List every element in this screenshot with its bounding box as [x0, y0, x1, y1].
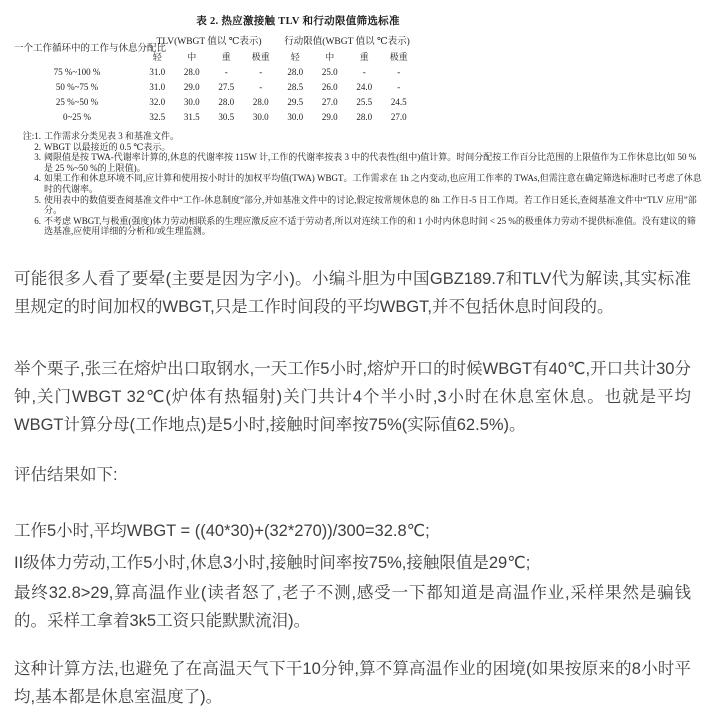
table-row	[14, 94, 416, 109]
value-cell: 30.0	[287, 111, 304, 122]
note-number: 5.	[34, 194, 41, 205]
value-cell: 30.5	[218, 111, 235, 122]
tlv-col-light: 轻	[152, 51, 162, 62]
value-cell: 27.0	[321, 96, 338, 107]
table-note	[14, 131, 704, 142]
tlv-col-very-heavy: 极重	[251, 51, 270, 62]
table-row-header: 一个工作循环中的工作与休息分配比	[14, 44, 167, 54]
table-note	[14, 142, 704, 153]
value-cell: 28.0	[356, 111, 373, 122]
note-text: 阈限值是按 TWA-代谢率计算的,休息的代谢率按 115W 计,工作的代谢率按表 3 中的代表性(组中)值计算。时间分配按工作百分比范围的上限值作为工作休息比(如 50 %是 25 %~50 %的上限值)。	[44, 152, 697, 173]
article-paragraph: 这种计算方法,也避免了在高温天气下干10分钟,算不算高温作业的困境(如果按原来的8小时平均,基本都是休息室温度了)。	[14, 659, 691, 706]
action-col-heavy: 重	[359, 51, 369, 62]
article-body	[0, 237, 705, 708]
table-row	[14, 64, 416, 79]
value-cell: 29.5	[287, 96, 304, 107]
value-cell: -	[362, 66, 366, 77]
value-cell: 27.5	[218, 81, 235, 92]
value-cell: 27.0	[390, 111, 407, 122]
note-text: 如果工作和休息环境不同,应计算和使用按小时计的加权平均值(TWA) WBGT。工作需求在 1h 之内变动,也应用工作率的 TWAs,但需注意在确定筛选标准时已考虑了休息时的代谢率。	[44, 173, 702, 194]
value-cell: 25.0	[321, 66, 338, 77]
note-number: 注:1.	[22, 131, 41, 141]
value-cell: 29.0	[183, 81, 200, 92]
table-notes	[14, 131, 704, 237]
value-cell: 28.5	[287, 81, 304, 92]
value-cell: 32.5	[149, 111, 166, 122]
value-cell: 31.0	[149, 81, 166, 92]
value-cell: 28.0	[218, 96, 235, 107]
table-title: 表 2. 热应激接触 TLV 和行动限值筛选标准	[196, 16, 400, 27]
note-text: 不考虑 WBGT,与极重(强度)体力劳动相联系的生理应激反应不适于劳动者,所以对连续工作的和 1 小时内休息时间 < 25 %的极重体力劳动不提供标准值。没有建议的筛选基准,应使用详细的分析和/或生理监测。	[44, 215, 696, 237]
heat-stress-table	[14, 34, 416, 124]
table-row	[14, 79, 416, 94]
value-cell: 28.0	[252, 96, 269, 107]
note-text: 使用表中的数值要查阅基准文件中“工作-休息制度”部分,并如基准文件中的讨论,假定按常规休息的 8h 工作日-5 日工作周。若工作日延长,查阅基准文件中“TLV 应用”部分。	[44, 194, 697, 216]
ratio-cell: 50 %~75 %	[55, 81, 99, 92]
value-cell: 31.0	[149, 66, 166, 77]
note-number: 3.	[34, 152, 41, 163]
article-paragraph: 可能很多人看了要晕(主要是因为字小)。小编斗胆为中国GBZ189.7和TLV代为解读,其实标准里规定的时间加权的WBGT,只是工作时间段的平均WBGT,并不包括休息时间段的。	[14, 269, 691, 316]
value-cell: 30.0	[183, 96, 200, 107]
value-cell: 32.0	[149, 96, 166, 107]
value-cell: -	[397, 66, 401, 77]
table-note	[14, 195, 704, 216]
tlv-col-moderate: 中	[187, 51, 197, 62]
note-number: 4.	[34, 173, 41, 184]
value-cell: 24.5	[390, 96, 407, 107]
value-cell: 25.5	[356, 96, 373, 107]
action-col-moderate: 中	[325, 51, 335, 62]
value-cell: 30.0	[252, 111, 269, 122]
value-cell: 26.0	[321, 81, 338, 92]
action-col-very-heavy: 极重	[389, 51, 408, 62]
value-cell: 28.0	[287, 66, 304, 77]
table-note	[14, 173, 704, 194]
article-paragraph: 工作5小时,平均WBGT = ((40*30)+(32*270))/300=32.8℃;	[14, 521, 430, 540]
article-paragraph: 最终32.8>29,算高温作业(读者怒了,老子不测,感受一下都知道是高温作业,采样果然是骗钱的。采样工拿着3k5工资只能默默流泪)。	[14, 583, 691, 630]
table-note	[14, 152, 704, 173]
article-paragraph: II级体力劳动,工作5小时,休息3小时,接触时间率按75%,接触限值是29℃;	[14, 553, 531, 572]
table-figure	[0, 0, 705, 237]
action-col-light: 轻	[290, 51, 300, 62]
article-paragraph: 评估结果如下:	[14, 465, 118, 484]
note-text: 工作需求分类见表 3 和基准文件。	[44, 131, 180, 141]
note-text: WBGT 以最接近的 0.5 ℃表示。	[44, 141, 171, 152]
value-cell: 24.0	[356, 81, 373, 92]
ratio-cell: 25 %~50 %	[55, 96, 99, 107]
value-cell: -	[259, 66, 263, 77]
value-cell: -	[259, 81, 263, 92]
tlv-group-header: TLV(WBGT 值以 ℃表示)	[156, 36, 262, 47]
ratio-cell: 0~25 %	[62, 111, 92, 122]
note-number: 6.	[34, 215, 41, 226]
action-limit-group-header: 行动限值(WBGT 值以 ℃表示)	[284, 36, 410, 47]
tlv-col-heavy: 重	[221, 51, 231, 62]
note-number: 2.	[34, 141, 41, 152]
article-paragraph: 举个栗子,张三在熔炉出口取钢水,一天工作5小时,熔炉开口的时候WBGT有40℃,开口共计30分钟,关门WBGT 32℃(炉体有热辐射)关门共计4个半小时,3小时在休息室休息。也就是平均WBGT计算分母(工作地点)是5小时,接触时间率按75%(实际值62.5%)。	[14, 359, 691, 434]
value-cell: -	[397, 81, 401, 92]
value-cell: -	[224, 66, 228, 77]
ratio-cell: 75 %~100 %	[53, 66, 101, 77]
table-row	[14, 109, 416, 124]
table-note	[14, 216, 704, 237]
value-cell: 29.0	[321, 111, 338, 122]
value-cell: 31.5	[183, 111, 200, 122]
value-cell: 28.0	[183, 66, 200, 77]
